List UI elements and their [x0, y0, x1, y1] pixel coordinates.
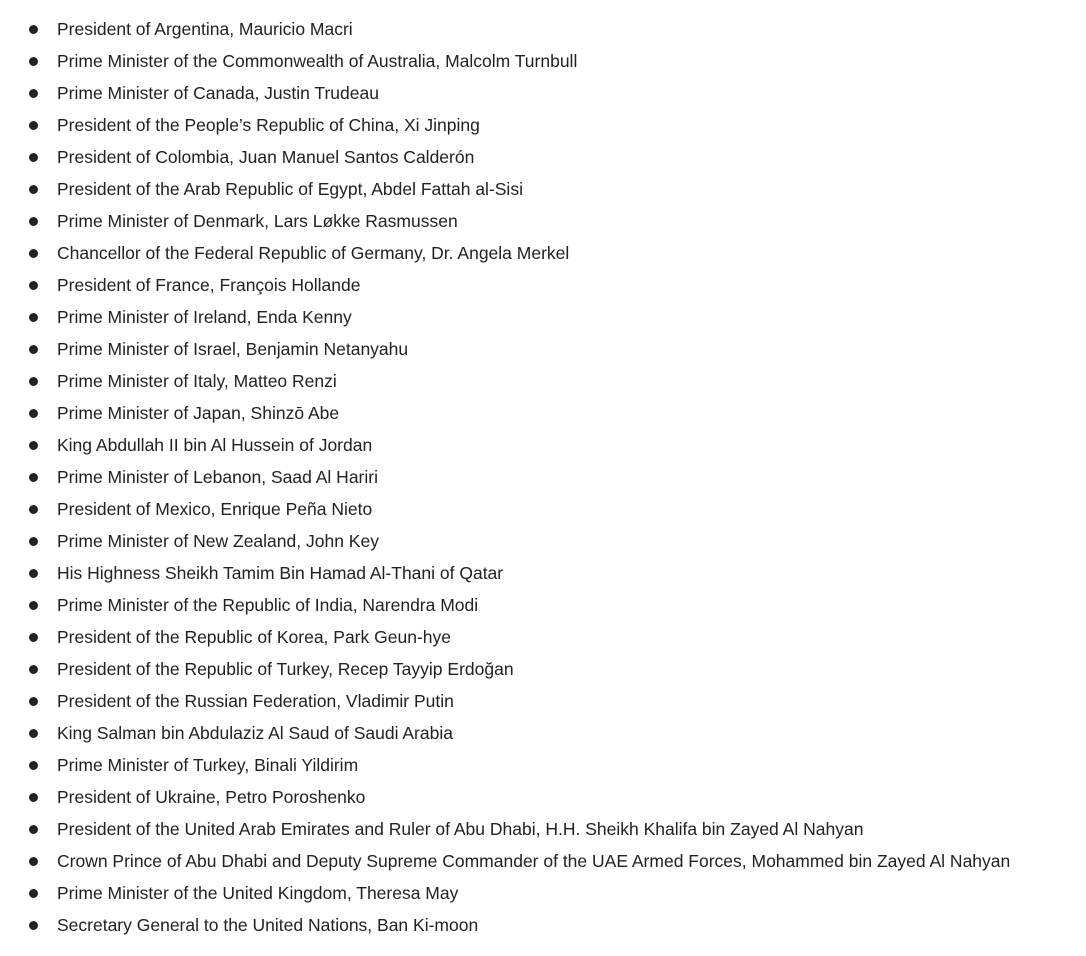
- bullet-icon: [29, 345, 38, 354]
- list-item-text: President of the People’s Republic of China, Xi Jinping: [57, 115, 480, 135]
- list-item-text: Prime Minister of Japan, Shinzō Abe: [57, 403, 340, 423]
- list-item-text: Prime Minister of Israel, Benjamin Netanyahu: [57, 339, 409, 359]
- list-item: [0, 781, 1086, 813]
- list-item-text: Prime Minister of the Republic of India, Narendra Modi: [57, 595, 479, 615]
- list-item-text: President of France, François Hollande: [57, 275, 361, 295]
- leaders-list: [0, 13, 1086, 941]
- list-item: [0, 333, 1086, 365]
- list-item-text: President of Colombia, Juan Manuel Santos Calderón: [57, 147, 475, 167]
- list-item: [0, 237, 1086, 269]
- list-item: [0, 717, 1086, 749]
- bullet-icon: [29, 313, 38, 322]
- list-item-text: Chancellor of the Federal Republic of Germany, Dr. Angela Merkel: [57, 243, 570, 263]
- bullet-icon: [29, 601, 38, 610]
- list-item: [0, 909, 1086, 941]
- bullet-icon: [29, 153, 38, 162]
- list-item-text: President of the Republic of Korea, Park Geun-hye: [57, 627, 451, 647]
- list-item-text: King Abdullah II bin Al Hussein of Jordan: [57, 435, 373, 455]
- bullet-icon: [29, 121, 38, 130]
- list-item-text: Prime Minister of Canada, Justin Trudeau: [57, 83, 379, 103]
- bullet-icon: [29, 57, 38, 66]
- bullet-icon: [29, 633, 38, 642]
- list-item-text: President of the Russian Federation, Vladimir Putin: [57, 691, 454, 711]
- list-item-text: Prime Minister of the Commonwealth of Australia, Malcolm Turnbull: [57, 51, 578, 71]
- list-item: [0, 429, 1086, 461]
- list-item-text: President of Mexico, Enrique Peña Nieto: [57, 499, 373, 519]
- list-item: [0, 45, 1086, 77]
- list-item-text: Crown Prince of Abu Dhabi and Deputy Supreme Commander of the UAE Armed Forces, Mohammed bin Zayed Al Nahyan: [57, 851, 1011, 871]
- bullet-icon: [29, 569, 38, 578]
- list-item: [0, 173, 1086, 205]
- list-item: [0, 205, 1086, 237]
- bullet-icon: [29, 25, 38, 34]
- bullet-icon: [29, 217, 38, 226]
- list-item: [0, 845, 1086, 877]
- list-item: [0, 141, 1086, 173]
- list-item: [0, 301, 1086, 333]
- list-item-text: Prime Minister of Turkey, Binali Yildirim: [57, 755, 359, 775]
- bullet-icon: [29, 793, 38, 802]
- bullet-icon: [29, 473, 38, 482]
- bullet-icon: [29, 249, 38, 258]
- list-item-text: Prime Minister of New Zealand, John Key: [57, 531, 379, 551]
- bullet-icon: [29, 761, 38, 770]
- bullet-icon: [29, 537, 38, 546]
- list-item-text: President of the United Arab Emirates and Ruler of Abu Dhabi, H.H. Sheikh Khalifa bin Zayed Al Nahyan: [57, 819, 864, 839]
- list-item: [0, 77, 1086, 109]
- list-item-text: Prime Minister of the United Kingdom, Theresa May: [57, 883, 459, 903]
- list-item-text: Prime Minister of Italy, Matteo Renzi: [57, 371, 337, 391]
- list-item-text: His Highness Sheikh Tamim Bin Hamad Al-Thani of Qatar: [57, 563, 504, 583]
- bullet-icon: [29, 377, 38, 386]
- list-item: [0, 493, 1086, 525]
- list-item-text: King Salman bin Abdulaziz Al Saud of Saudi Arabia: [57, 723, 453, 743]
- list-item-text: Prime Minister of Denmark, Lars Løkke Rasmussen: [57, 211, 458, 231]
- list-item: [0, 589, 1086, 621]
- bullet-icon: [29, 505, 38, 514]
- bullet-icon: [29, 89, 38, 98]
- list-item: [0, 109, 1086, 141]
- bullet-icon: [29, 857, 38, 866]
- bullet-icon: [29, 729, 38, 738]
- list-item: [0, 461, 1086, 493]
- list-item: [0, 877, 1086, 909]
- list-item: [0, 269, 1086, 301]
- bullet-icon: [29, 185, 38, 194]
- list-item-text: President of Ukraine, Petro Poroshenko: [57, 787, 366, 807]
- list-item: [0, 813, 1086, 845]
- list-item: [0, 397, 1086, 429]
- list-item-text: Prime Minister of Lebanon, Saad Al Hariri: [57, 467, 378, 487]
- list-item: [0, 13, 1086, 45]
- list-item: [0, 557, 1086, 589]
- bullet-icon: [29, 921, 38, 930]
- bullet-icon: [29, 441, 38, 450]
- bullet-icon: [29, 697, 38, 706]
- bullet-icon: [29, 409, 38, 418]
- list-item-text: President of Argentina, Mauricio Macri: [57, 19, 353, 39]
- bullet-icon: [29, 281, 38, 290]
- list-item-text: Secretary General to the United Nations, Ban Ki-moon: [57, 915, 479, 935]
- list-item: [0, 749, 1086, 781]
- bullet-icon: [29, 825, 38, 834]
- list-item: [0, 653, 1086, 685]
- list-item: [0, 365, 1086, 397]
- bullet-icon: [29, 889, 38, 898]
- bullet-icon: [29, 665, 38, 674]
- list-item-text: President of the Arab Republic of Egypt, Abdel Fattah al-Sisi: [57, 179, 523, 199]
- list-item: [0, 621, 1086, 653]
- list-item: [0, 525, 1086, 557]
- list-item-text: President of the Republic of Turkey, Recep Tayyip Erdoğan: [57, 659, 514, 679]
- list-item: [0, 685, 1086, 717]
- list-item-text: Prime Minister of Ireland, Enda Kenny: [57, 307, 352, 327]
